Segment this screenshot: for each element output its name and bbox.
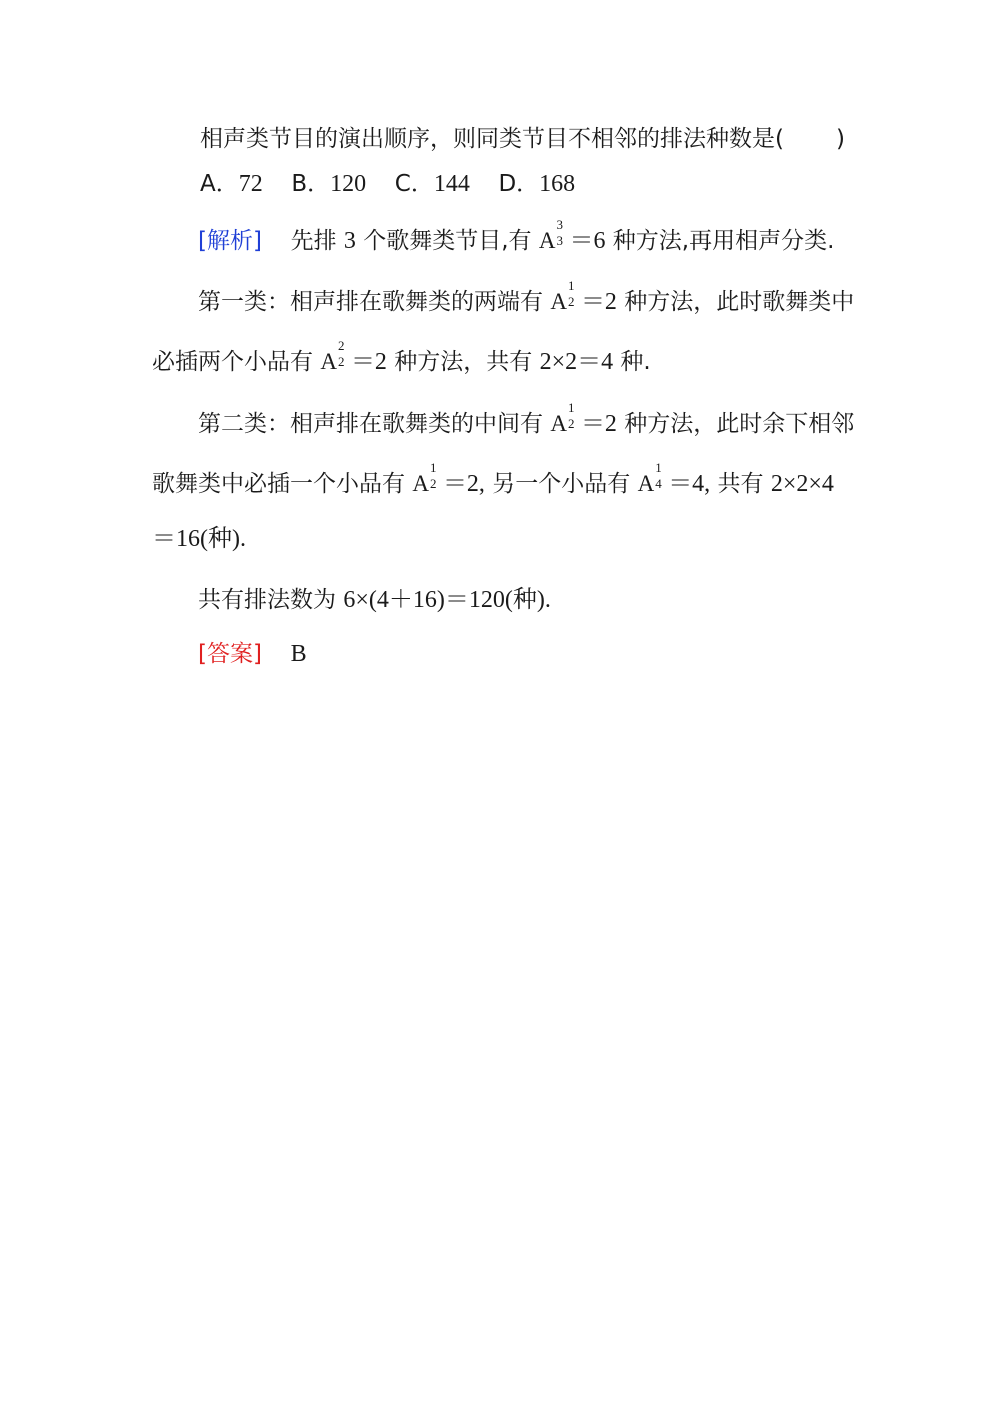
permutation-indices (567, 278, 577, 309)
permutation-letter: A (412, 471, 429, 496)
case1-line-b-p1: 必插两个小品有 (152, 349, 313, 375)
case1-line-b-p4: 2×2＝4 (539, 349, 614, 375)
option-a-value: 72 (238, 171, 263, 197)
case2-line-b-p1: 歌舞类中必插一个小品有 (152, 471, 405, 497)
case1-line-b-p5: 种. (620, 349, 651, 375)
analysis-line1-p1: 先排 (290, 228, 337, 254)
permutation-indices (567, 400, 577, 431)
analysis-line1-p3: ＝6 (569, 228, 606, 254)
question-stem (200, 128, 845, 151)
permutation-indices (429, 460, 439, 491)
permutation-indices (654, 460, 664, 491)
permutation-sub: 2 (429, 476, 437, 491)
total-p1: 共有排法数为 (198, 587, 336, 613)
case2-line-b-p4: ＝4, (668, 471, 711, 497)
permutation-indices (337, 338, 347, 369)
case1-line-b (152, 338, 651, 375)
case2-line-c (152, 527, 246, 551)
analysis-line1-p4: 种方法,再用相声分类. (612, 228, 835, 254)
case1-line-a (198, 278, 855, 315)
permutation-sub: 2 (567, 416, 575, 431)
permutation-indices (555, 217, 565, 248)
permutation-letter: A (550, 289, 567, 314)
question-paren-close: ) (835, 126, 845, 152)
case2-line-b-p3: 另一个小品有 (492, 471, 631, 497)
analysis-tag: [解析] (198, 228, 262, 254)
analysis-line1-n1: 3 (343, 228, 356, 254)
permutation-sup: 1 (655, 460, 662, 475)
case2-line-a-p3: 种方法，此时余下相邻 (624, 411, 855, 437)
case2-line-b-p5: 共有 (717, 471, 764, 497)
permutation-sup: 2 (337, 338, 345, 353)
case2-line-a-p1: 第二类：相声排在歌舞类的中间有 (198, 411, 543, 437)
answer-tag: [答案] (198, 641, 262, 667)
total-p2: 6×(4＋16)＝120(种). (343, 587, 551, 613)
case2-line-b-p2: ＝2, (442, 471, 485, 497)
permutation-sup: 3 (556, 217, 563, 232)
case1-line-a-p3: 种方法，此时歌舞类中 (624, 289, 855, 315)
question-options (200, 172, 575, 196)
case2-line-a (198, 400, 855, 437)
case2-line-c-text: ＝16(种). (152, 526, 246, 552)
permutation-sub: 4 (655, 476, 662, 491)
case2-line-b-p6: 2×2×4 (770, 471, 834, 497)
option-a-label: A． (200, 171, 239, 197)
option-c-label: C． (394, 171, 434, 197)
permutation-sub: 2 (337, 354, 345, 369)
case2-line-a-p2: ＝2 (580, 411, 617, 437)
permutation-sup: 1 (429, 460, 437, 475)
answer-value: B (290, 641, 307, 667)
answer-line (198, 642, 307, 666)
case1-line-b-p2: ＝2 (350, 349, 387, 375)
permutation-letter: A (538, 228, 556, 253)
question-stem-text: 相声类节目的演出顺序，则同类节目不相邻的排法种数是( (200, 126, 784, 152)
permutation-sup: 1 (567, 278, 575, 293)
option-c-value: 144 (433, 171, 470, 197)
permutation-letter: A (637, 471, 655, 496)
case1-line-a-p2: ＝2 (580, 289, 617, 315)
case1-line-a-p1: 第一类：相声排在歌舞类的两端有 (198, 289, 543, 315)
case1-line-b-p3: 种方法，共有 (394, 349, 533, 375)
permutation-letter: A (550, 411, 567, 436)
case2-line-b (152, 460, 834, 497)
option-b-label: B． (291, 171, 331, 197)
permutation-sub: 3 (556, 233, 563, 248)
permutation-sub: 2 (567, 294, 575, 309)
permutation-letter: A (320, 349, 337, 374)
analysis-intro (198, 217, 835, 254)
analysis-line1-p2: 个歌舞类节目,有 (363, 228, 532, 254)
option-d-value: 168 (539, 171, 576, 197)
option-b-value: 120 (330, 171, 367, 197)
option-d-label: D． (498, 171, 540, 197)
permutation-sup: 1 (567, 400, 575, 415)
total-line (198, 588, 551, 612)
